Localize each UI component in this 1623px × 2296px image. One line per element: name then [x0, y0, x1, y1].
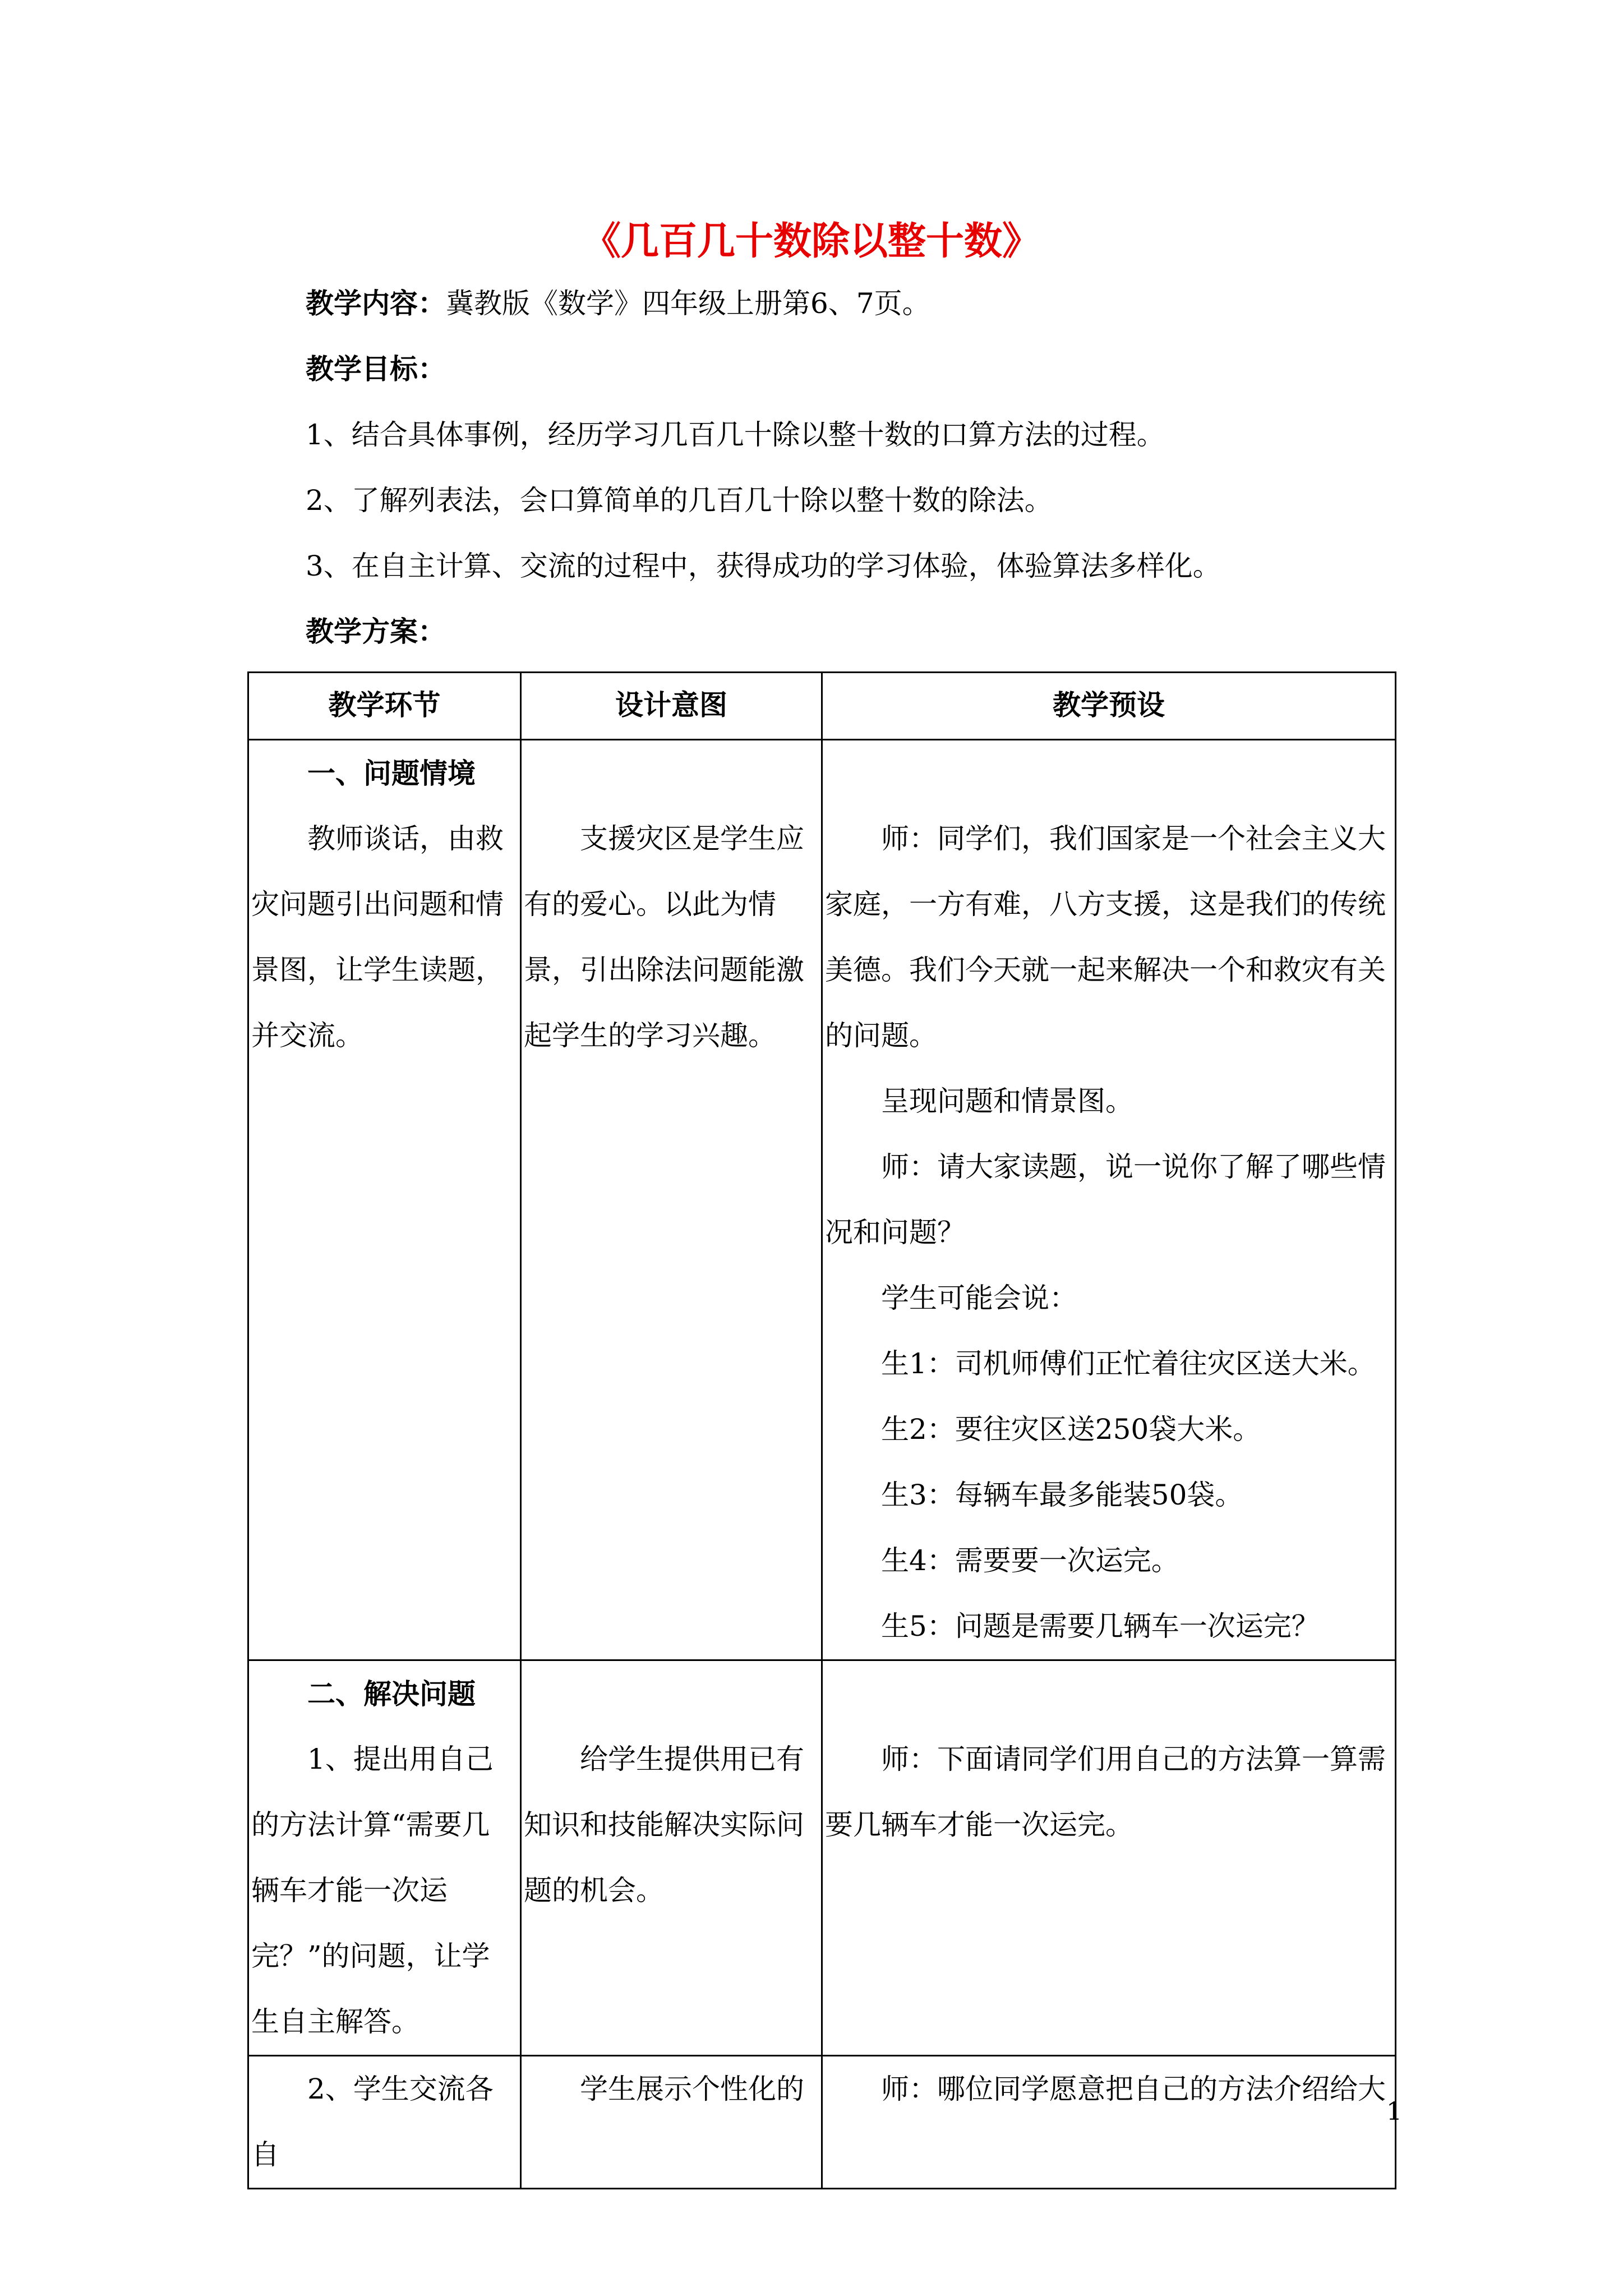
teaching-content-label: 教学内容： [306, 287, 446, 320]
teaching-content-text: 冀教版《数学》四年级上册第6、7页。 [446, 287, 930, 320]
table-row [248, 740, 1396, 1660]
preset-cell [822, 2056, 1396, 2189]
preset-line: 学生可能会说： [881, 1282, 1077, 1314]
page-number: 1 [1386, 2097, 1402, 2126]
table-row [248, 1660, 1396, 2056]
objective-1: 1、结合具体事例，经历学习几百几十除以整十数的口算方法的过程。 [306, 418, 1165, 451]
teaching-content [306, 284, 1427, 323]
stage-cell [248, 2056, 521, 2189]
stage-text: 教师谈话，由救灾问题引出问题和情景图，让学生读题，并交流。 [251, 822, 504, 1052]
intent-text: 支援灾区是学生应有的爱心。以此为情景，引出除法问题能激起学生的学习兴趣。 [524, 822, 804, 1052]
header-teaching-preset: 教学预设 [822, 673, 1396, 740]
preset-line: 生5：问题是需要几辆车一次运完？ [881, 1610, 1320, 1642]
table-row [248, 2056, 1396, 2189]
intent-cell [521, 2056, 822, 2189]
preset-line: 生3：每辆车最多能装50袋。 [881, 1479, 1243, 1511]
stage-text: 2、学生交流各自 [251, 2073, 494, 2171]
preset-line: 生4：需要要一次运完。 [881, 1544, 1179, 1577]
objective-2: 2、了解列表法，会口算简单的几百几十除以整十数的除法。 [306, 484, 1053, 517]
section-title: 一、问题情境 [307, 757, 476, 790]
intent-text: 给学生提供用已有知识和技能解决实际问题的机会。 [524, 1743, 804, 1907]
stage-text: 1、提出用自己的方法计算“需要几辆车才能一次运完？”的问题，让学生自主解答。 [251, 1743, 494, 2038]
header-teaching-stage: 教学环节 [248, 673, 521, 740]
table-header-row [248, 673, 1396, 740]
section-title: 二、解决问题 [307, 1677, 476, 1710]
preset-line: 师：同学们，我们国家是一个社会主义大家庭，一方有难，八方支援，这是我们的传统美德。我们今天就一起来解决一个和救灾有关的问题。 [825, 822, 1386, 1052]
intent-text: 学生展示个性化的 [580, 2073, 804, 2105]
preset-line: 师：请大家读题，说一说你了解了哪些情况和问题？ [825, 1151, 1386, 1249]
intent-cell [521, 740, 822, 1660]
document-title: 《几百几十数除以整十数》 [582, 219, 1040, 264]
preset-line: 师：下面请同学们用自己的方法算一算需要几辆车才能一次运完。 [825, 1743, 1386, 1841]
preset-line: 生1：司机师傅们正忙着往灾区送大米。 [881, 1347, 1376, 1380]
intent-cell [521, 1660, 822, 2056]
objective-3: 3、在自主计算、交流的过程中，获得成功的学习体验，体验算法多样化。 [306, 550, 1221, 582]
plan-label: 教学方案： [306, 615, 446, 648]
preset-line: 生2：要往灾区送250袋大米。 [881, 1413, 1261, 1446]
preset-line: 呈现问题和情景图。 [881, 1085, 1133, 1117]
stage-cell [248, 740, 521, 1660]
header-design-intent: 设计意图 [521, 673, 822, 740]
preset-cell [822, 1660, 1396, 2056]
preset-cell [822, 740, 1396, 1660]
preset-line: 师：哪位同学愿意把自己的方法介绍给大 [881, 2073, 1386, 2105]
teaching-plan-table [247, 671, 1396, 2189]
stage-cell [248, 1660, 521, 2056]
objectives-label: 教学目标： [306, 352, 446, 385]
